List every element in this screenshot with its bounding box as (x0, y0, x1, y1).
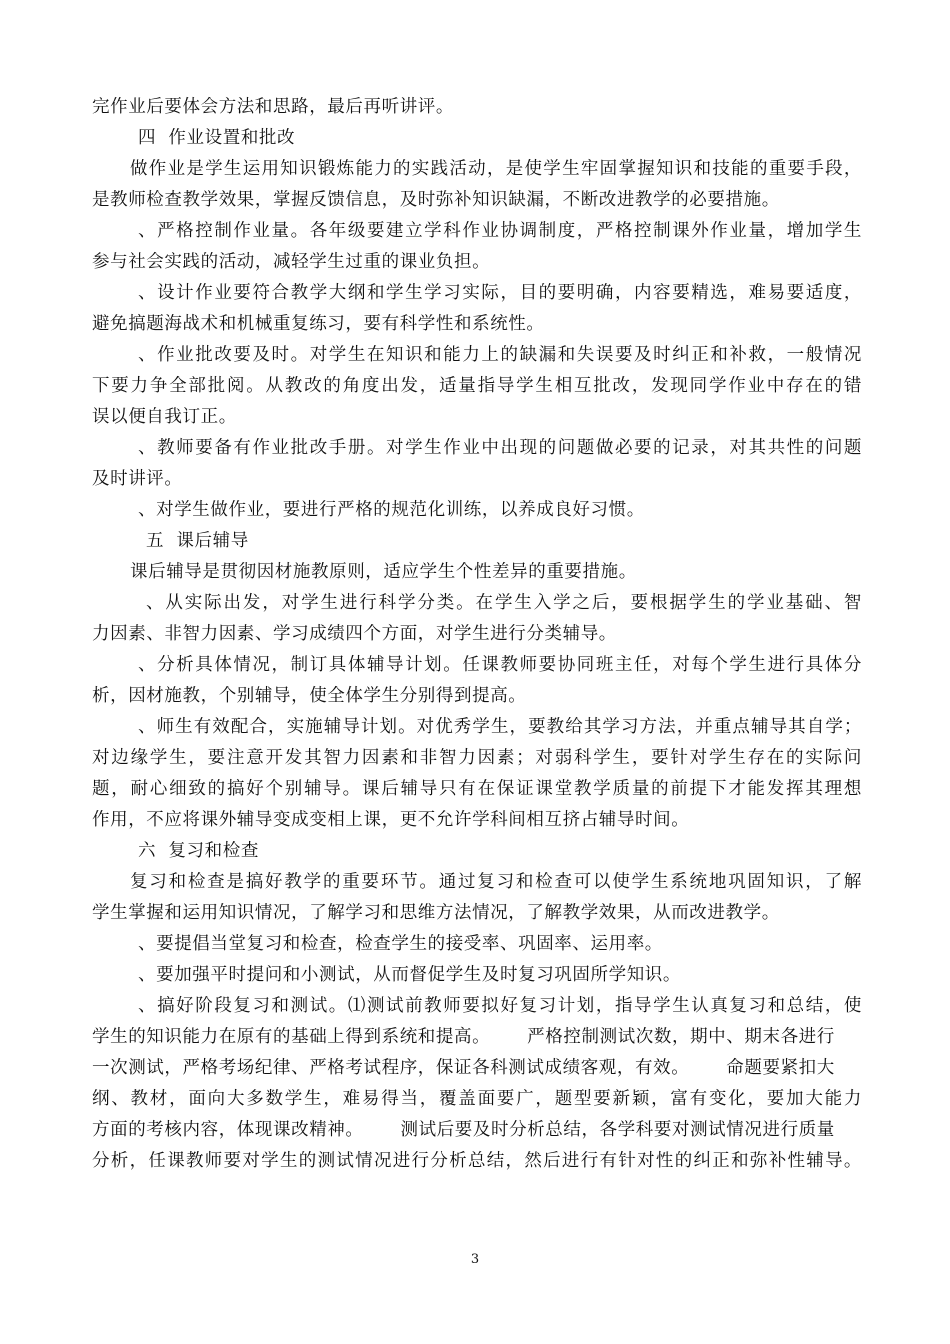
text-line: 、设计作业要符合教学大纲和学生学习实际，目的要明确，内容要精选，难易要适度， (138, 283, 862, 303)
text-line: 对边缘学生，要注意开发其智力因素和非智力因素；对弱科学生，要针对学生存在的实际问 (92, 748, 862, 768)
text-line: 、分析具体情况，制订具体辅导计划。任课教师要协同班主任，对每个学生进行具体分 (138, 655, 862, 675)
text-line: 、要加强平时提问和小测试，从而督促学生及时复习巩固所学知识。 (138, 965, 681, 985)
text-line: 分析，任课教师要对学生的测试情况进行分析总结，然后进行有针对性的纠正和弥补性辅导。 (92, 1151, 862, 1171)
text-line: 学生的知识能力在原有的基础上得到系统和提高。 严格控制测试次数，期中、期末各进行 (92, 1027, 835, 1047)
text-line: 、从实际出发，对学生进行科学分类。在学生入学之后，要根据学生的学业基础、智 (146, 593, 862, 613)
text-line: 误以便自我订正。 (92, 407, 237, 427)
text-line: 、作业批改要及时。对学生在知识和能力上的缺漏和失误要及时纠正和补救，一般情况 (138, 345, 862, 365)
text-line: 课后辅导是贯彻因材施教原则，适应学生个性差异的重要措施。 (130, 562, 637, 582)
text-line: 纲、教材，面向大多数学生，难易得当，覆盖面要广，题型要新颖，富有变化，要加大能力 (92, 1089, 862, 1109)
text-line: 力因素、非智力因素、学习成绩四个方面，对学生进行分类辅导。 (92, 624, 617, 644)
text-line: 及时讲评。 (92, 469, 183, 489)
text-line: 下要力争全部批阅。从教改的角度出发，适量指导学生相互批改，发现同学作业中存在的错 (92, 376, 862, 396)
text-line: 、对学生做作业，要进行严格的规范化训练，以养成良好习惯。 (138, 500, 645, 520)
text-line: 方面的考核内容，体现课改精神。 测试后要及时分析总结，各学科要对测试情况进行质量 (92, 1120, 835, 1140)
text-line: 完作业后要体会方法和思路，最后再听讲评。 (92, 97, 454, 117)
text-line: 、严格控制作业量。各年级要建立学科作业协调制度，严格控制课外作业量，增加学生 (138, 221, 862, 241)
page-number: 3 (470, 1252, 480, 1267)
document-body (92, 92, 862, 1177)
text-line: 六 复习和检查 (138, 841, 259, 861)
text-line: 参与社会实践的活动，减轻学生过重的课业负担。 (92, 252, 491, 272)
text-line: 、教师要备有作业批改手册。对学生作业中出现的问题做必要的记录，对其共性的问题 (138, 438, 862, 458)
text-line: 作用，不应将课外辅导变成变相上课，更不允许学科间相互挤占辅导时间。 (92, 810, 690, 830)
text-line: 题，耐心细致的搞好个别辅导。课后辅导只有在保证课堂教学质量的前提下才能发挥其理想 (92, 779, 862, 799)
text-line: 学生掌握和运用知识情况，了解学习和思维方法情况，了解教学效果，从而改进教学。 (92, 903, 780, 923)
text-line: 、要提倡当堂复习和检查，检查学生的接受率、巩固率、运用率。 (138, 934, 663, 954)
text-line: 、搞好阶段复习和测试。⑴测试前教师要拟好复习计划，指导学生认真复习和总结，使 (138, 996, 862, 1016)
text-line: 避免搞题海战术和机械重复练习，要有科学性和系统性。 (92, 314, 545, 334)
text-line: 、师生有效配合，实施辅导计划。对优秀学生，要教给其学习方法，并重点辅导其自学； (138, 717, 862, 737)
text-line: 复习和检查是搞好教学的重要环节。通过复习和检查可以使学生系统地巩固知识，了解 (130, 872, 862, 892)
text-line: 是教师检查教学效果，掌握反馈信息，及时弥补知识缺漏，不断改进教学的必要措施。 (92, 190, 780, 210)
text-line: 五 课后辅导 (146, 531, 249, 551)
text-line: 析，因材施教，个别辅导，使全体学生分别得到提高。 (92, 686, 527, 706)
text-line: 四 作业设置和批改 (138, 128, 296, 148)
text-line: 做作业是学生运用知识锻炼能力的实践活动，是使学生牢固掌握知识和技能的重要手段， (130, 159, 862, 179)
text-line: 一次测试，严格考场纪律、严格考试程序，保证各科测试成绩客观，有效。 命题要紧扣大 (92, 1058, 835, 1078)
